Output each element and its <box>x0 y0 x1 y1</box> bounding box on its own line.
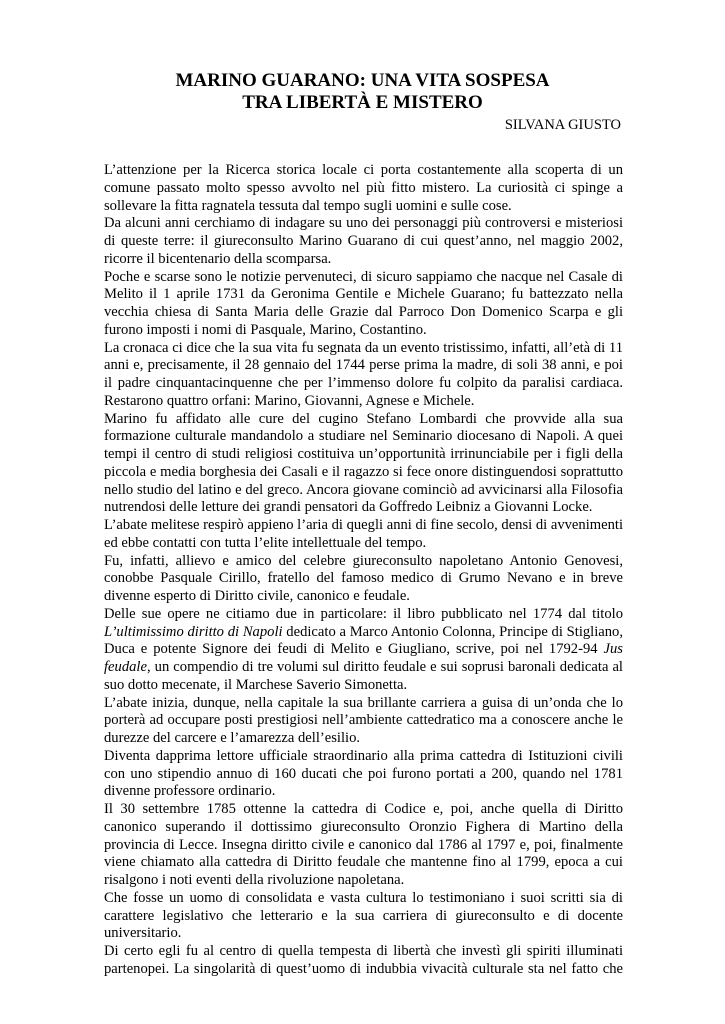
paragraph: Fu, infatti, allievo e amico del celebre giureconsulto napoletano Antonio Genovesi, conobbe Pasquale Cirillo, fratello del famoso medico di Grumo Nevano e in breve divenne esperto di Diritto civile, canonico e feudale. <box>104 552 623 604</box>
paragraph: Da alcuni anni cerchiamo di indagare su uno dei personaggi più controversi e misteriosi di queste terre: il giureconsulto Marino Guarano di cui quest’anno, nel maggio 2002, ricorre il bicentenario della scomparsa. <box>104 215 623 267</box>
works-text-1: Delle sue opere ne citiamo due in particolare: il libro pubblicato nel 1774 dal titolo <box>104 605 623 622</box>
paragraph: L’abate melitese respirò appieno l’aria di quegli anni di fine secolo, densi di avvenimenti ed ebbe contatti con tutta l’elite intellettuale del tempo. <box>104 517 623 551</box>
paragraph: Poche e scarse sono le notizie pervenuteci, di sicuro sappiamo che nacque nel Casale di Melito il 1 aprile 1731 da Geronima Gentile e Michele Guarano; fu battezzato nella vecchia chiesa di Santa Maria delle Grazie dal Parroco Don Domenico Scarpa e gli furono imposti i nomi di Pasquale, Marino, Costantino. <box>104 268 623 338</box>
paragraph: Di certo egli fu al centro di quella tempesta di libertà che investì gli spiriti illuminati partenopei. La singolarità di quest’uomo di indubbia vivacità culturale sta nel fatto che <box>104 943 623 977</box>
paragraph: L’attenzione per la Ricerca storica locale ci porta costantemente alla scoperta di un comune passato molto spesso avvolto nel più fitto mistero. La curiosità ci spinge a sollevare la fitta ragnatela tessuta dal tempo sugli uomini e sulle cose. <box>104 162 623 214</box>
paragraph: Diventa dapprima lettore ufficiale straordinario alla prima cattedra di Istituzioni civili con uno stipendio annuo di 160 ducati che poi furono portati a 200, quando nel 1781 divenne professore ordinario. <box>104 747 623 800</box>
works-paragraph <box>104 606 623 695</box>
works-text-3: , un compendio di tre volumi sul diritto feudale e sui soprusi baronali dedicata al suo dotto mecenate, il Marchese Saverio Simonetta. <box>104 659 623 693</box>
book-title-jus-feudale: Jus feudale <box>104 641 623 675</box>
paragraph: Marino fu affidato alle cure del cugino Stefano Lombardi che provvide alla sua formazione culturale mandandolo a studiare nel Seminario diocesano di Napoli. A quei tempi il centro di studi religiosi costituiva un’opportunità irrinunciabile per i figli della piccola e media borghesia dei Casali e il ragazzo si fece onore distinguendosi soprattutto nello studio del latino e del greco. Ancora giovane cominciò ad avvicinarsi alla Filosofia nutrendosi delle letture dei grandi pensatori da Goffredo Leibniz a Giovanni Locke. <box>104 410 623 516</box>
title-line-1: MARINO GUARANO: UNA VITA SOSPESA <box>175 70 550 91</box>
paragraph: L’abate inizia, dunque, nella capitale la sua brillante carriera a guisa di un’onda che lo porterà ad occupare posti prestigiosi nell’ambiente cattedratico ma a conoscere anche le durezze del carcere e l’amarezza dell’esilio. <box>104 694 623 746</box>
paragraph: La cronaca ci dice che la sua vita fu segnata da un evento tristissimo, infatti, all’età di 11 anni e, precisamente, il 28 gennaio del 1744 perse prima la madre, di soli 38 anni, e poi il padre cinquantacinquenne che per l’immenso dolore fu colpito da paralisi cardiaca. Restarono quattro orfani: Marino, Giovanni, Agnese e Michele. <box>104 339 623 409</box>
works-text-2: dedicato a Marco Antonio Colonna, Principe di Stigliano, Duca e potente Signore dei feudi di Melito e Giugliano, scrive, poi nel 1792-94 <box>104 623 624 658</box>
paragraph: Il 30 settembre 1785 ottenne la cattedra di Codice e, poi, anche quella di Diritto canonico superando il dottissimo giureconsulto Oronzio Fighera di Martino della provincia di Lecce. Insegna diritto civile e canonico dal 1786 al 1797 e, poi, finalmente viene chiamato alla cattedra di Diritto feudale che mantenne fino al 1799, epoca a cui risalgono i noti eventi della rivoluzione napoletana. <box>104 801 623 888</box>
title-line-2: TRA LIBERTÀ E MISTERO <box>242 92 483 113</box>
paragraph: Che fosse un uomo di consolidata e vasta cultura lo testimoniano i suoi scritti sia di carattere legislativo che letterario e la sua carriera di giureconsulto e di docente universitario. <box>104 889 623 942</box>
book-title-ultimissimo-diritto: L’ultimissimo diritto di Napoli <box>104 623 283 640</box>
author-name: SILVANA GIUSTO <box>504 117 621 133</box>
article-body <box>104 162 623 979</box>
